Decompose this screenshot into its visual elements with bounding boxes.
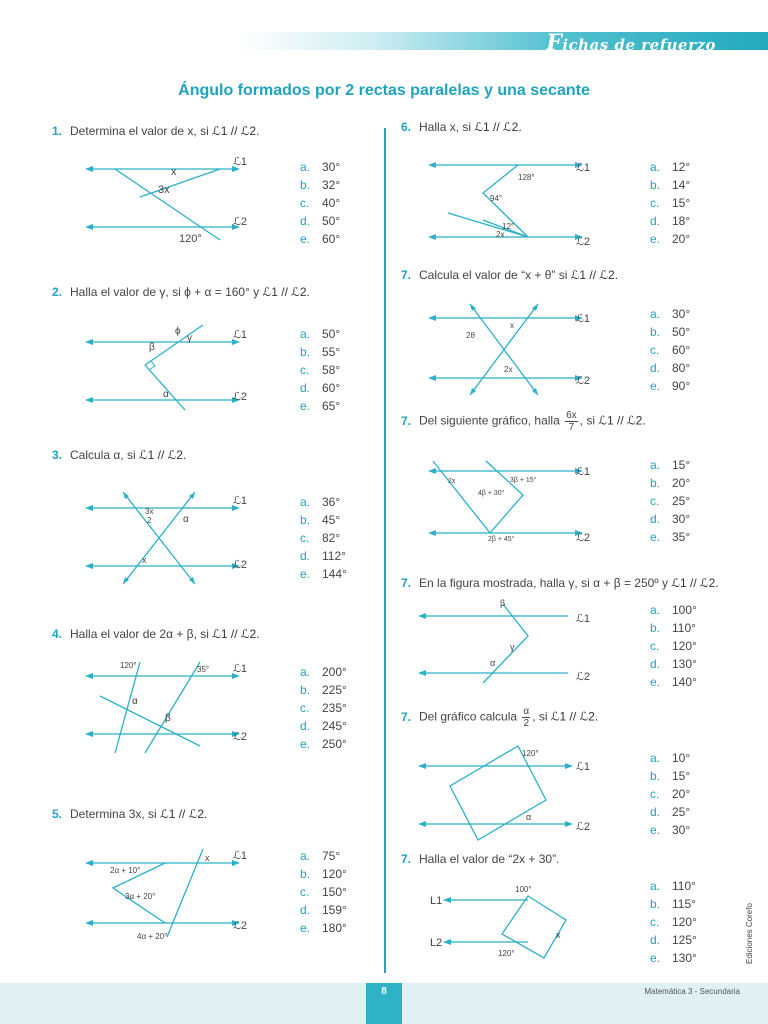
figure <box>428 155 608 255</box>
line-label-l2: ℒ2 <box>576 671 591 683</box>
answer-options <box>300 493 347 583</box>
figure <box>85 320 265 410</box>
option[interactable]: d. 112° <box>300 549 346 563</box>
figure <box>428 300 608 400</box>
angle-label: 128° <box>518 173 535 182</box>
angle-label: γ <box>187 333 192 344</box>
figure <box>85 488 265 588</box>
angle-label: x <box>510 321 514 330</box>
option[interactable]: b. 50° <box>650 325 691 339</box>
option[interactable]: e. 30° <box>650 823 691 837</box>
course-label: Matemática 3 - Secundaria <box>644 987 740 996</box>
angle-label: 120° <box>120 661 137 670</box>
option[interactable]: e. 65° <box>300 399 341 413</box>
answer-options <box>300 663 347 753</box>
angle-label: 94° <box>490 194 503 203</box>
angle-label: 2θ <box>466 331 475 340</box>
angle-label: 2β + 45° <box>488 536 515 543</box>
option[interactable]: b. 55° <box>300 345 341 359</box>
option[interactable]: c. 60° <box>650 343 691 357</box>
angle-label: x <box>205 853 210 863</box>
answer-options <box>650 877 697 967</box>
line-label-l2: ℒ2 <box>576 821 591 833</box>
angle-label: α <box>132 696 138 707</box>
problem-statement: 2. Halla el valor de γ, si ϕ + α = 160° y ℒ1 // ℒ2. <box>52 285 310 299</box>
problem-statement: 7. Calcula el valor de “x + θ” si ℒ1 // ℒ2. <box>401 268 619 282</box>
publisher-credit: Ediciones Corefo <box>745 903 754 964</box>
angle-label: 3β + 15° <box>510 477 537 484</box>
line-label-l1: ℒ1 <box>233 663 248 675</box>
problem-statement: 7. Del gráfico calcula $\frac{\alpha}{2}$ , si ℒ1 // ℒ2. <box>401 706 599 729</box>
option[interactable]: d. 25° <box>650 805 691 819</box>
line-label-l1: ℒ1 <box>576 162 591 174</box>
line-label-l2: ℒ2 <box>233 559 248 571</box>
option[interactable]: e. 250° <box>300 737 347 751</box>
option[interactable]: a. 12° <box>650 160 691 174</box>
option[interactable]: a. 30° <box>650 307 691 321</box>
line-label-l2: ℒ2 <box>233 731 248 743</box>
angle-label: α <box>526 812 532 822</box>
option[interactable]: b. 15° <box>650 769 691 783</box>
option[interactable]: c. 82° <box>300 531 341 545</box>
option[interactable]: c. 150° <box>300 885 347 899</box>
figure <box>85 155 265 255</box>
answer-options <box>650 456 690 546</box>
answer-options <box>650 749 690 839</box>
angle-label: 2x <box>496 230 505 239</box>
line-label-l2: ℒ2 <box>576 375 591 387</box>
angle-label: 3x <box>145 507 154 516</box>
option[interactable]: b. 14° <box>650 178 691 192</box>
option[interactable]: b. 225° <box>300 683 347 697</box>
angle-label: 35° <box>197 665 210 674</box>
angle-label: α <box>163 389 169 400</box>
line-label-l1: ℒ1 <box>576 313 591 325</box>
option[interactable]: a. 30° <box>300 160 341 174</box>
fraction: $\frac{6x}{7}$ <box>566 410 577 433</box>
answer-options <box>300 158 340 248</box>
line-label: L2 <box>430 937 443 949</box>
option[interactable]: d. 30° <box>650 512 691 526</box>
angle-label: 12° <box>502 222 515 231</box>
option[interactable]: e. 90° <box>650 379 691 393</box>
option[interactable]: a. 36° <box>300 495 341 509</box>
angle-label: 4β + 30° <box>478 490 505 497</box>
angle-label: β <box>500 598 506 608</box>
line-label-l2: ℒ2 <box>576 532 591 544</box>
option[interactable]: a. 200° <box>300 665 347 679</box>
angle-label: x <box>171 166 177 178</box>
angle-label: β <box>165 713 171 724</box>
angle-label: 2x <box>504 365 513 374</box>
option[interactable]: b. 110° <box>650 621 696 635</box>
header-title: Fichas de refuerzo <box>546 30 716 56</box>
page-title: Ángulo formados por 2 rectas paralelas y una secante <box>178 82 590 99</box>
line-label-l2: ℒ2 <box>233 920 248 932</box>
page-number: 8 <box>366 983 402 1024</box>
option[interactable]: a. 15° <box>650 458 691 472</box>
line-label-l1: ℒ1 <box>233 329 248 341</box>
answer-options <box>650 158 690 248</box>
angle-label: γ <box>510 642 515 652</box>
answer-options <box>300 847 347 937</box>
option[interactable]: c. 25° <box>650 494 691 508</box>
option[interactable]: b. 45° <box>300 513 341 527</box>
option[interactable]: d. 125° <box>650 933 697 947</box>
line-label-l1: ℒ1 <box>576 761 591 773</box>
angle-label: β <box>149 342 155 353</box>
problem-statement: 7. En la figura mostrada, halla γ, si α + β = 250º y ℒ1 // ℒ2. <box>401 576 719 590</box>
option[interactable]: d. 245° <box>300 719 347 733</box>
option[interactable]: a. 100° <box>650 603 697 617</box>
angle-label: 3x <box>158 184 170 196</box>
angle-label: ϕ <box>175 326 181 337</box>
angle-label: α <box>490 658 496 668</box>
option[interactable]: c. 20° <box>650 787 691 801</box>
option[interactable]: e. 180° <box>300 921 347 935</box>
column-divider <box>384 128 386 973</box>
line-label-l2: ℒ2 <box>233 216 248 228</box>
line-label-l1: ℒ1 <box>576 613 591 625</box>
option[interactable]: c. 120° <box>650 639 697 653</box>
answer-options <box>650 601 697 691</box>
fraction: $\frac{\alpha}{2}$ <box>523 706 530 729</box>
option[interactable]: c. 58° <box>300 363 341 377</box>
angle-label: 3α + 20° <box>125 892 156 901</box>
line-label-l1: ℒ1 <box>233 495 248 507</box>
option[interactable]: c. 15° <box>650 196 691 210</box>
problem-statement: 3. Calcula α, si ℒ1 // ℒ2. <box>52 448 187 462</box>
option[interactable]: d. 80° <box>650 361 691 375</box>
answer-options <box>650 305 690 395</box>
option[interactable]: b. 120° <box>300 867 347 881</box>
option[interactable]: e. 144° <box>300 567 347 581</box>
option[interactable]: d. 130° <box>650 657 697 671</box>
option[interactable]: d. 60° <box>300 381 341 395</box>
angle-label: 120° <box>498 949 515 958</box>
angle-label: 120° <box>522 749 539 758</box>
line-label-l1: ℒ1 <box>233 156 248 168</box>
angle-label: x <box>556 930 561 940</box>
problem-statement: 7. Halla el valor de “2x + 30”. <box>401 852 560 866</box>
option[interactable]: b. 115° <box>650 897 696 911</box>
line-label: L1 <box>430 895 443 907</box>
option[interactable]: a. 10° <box>650 751 691 765</box>
option[interactable]: e. 140° <box>650 675 697 689</box>
problem-statement: 7. Del siguiente gráfico, halla $\frac{6x}{7}$ , si ℒ1 // ℒ2. <box>401 410 646 433</box>
option[interactable]: e. 130° <box>650 951 697 965</box>
angle-label: 2x <box>448 478 456 485</box>
option[interactable]: d. 159° <box>300 903 347 917</box>
figure <box>418 742 598 842</box>
option[interactable]: e. 35° <box>650 530 691 544</box>
option[interactable]: e. 20° <box>650 232 691 246</box>
problem-statement: 1. Determina el valor de x, si ℒ1 // ℒ2. <box>52 124 260 138</box>
option[interactable]: b. 20° <box>650 476 691 490</box>
option[interactable]: c. 235° <box>300 701 347 715</box>
angle-label: x <box>142 555 147 565</box>
line-label-l1: ℒ1 <box>233 850 248 862</box>
figure <box>85 658 265 758</box>
angle-label: 2α + 10° <box>110 866 141 875</box>
figure <box>418 598 598 688</box>
option[interactable]: d. 18° <box>650 214 691 228</box>
angle-label: 2 <box>147 516 152 525</box>
answer-options <box>300 325 340 415</box>
option[interactable]: a. 110° <box>650 879 696 893</box>
figure <box>428 455 608 555</box>
problem-statement: 6. Halla x, si ℒ1 // ℒ2. <box>401 120 522 134</box>
option[interactable]: d. 50° <box>300 214 341 228</box>
option[interactable]: c. 40° <box>300 196 341 210</box>
line-label-l2: ℒ2 <box>576 236 591 248</box>
figure <box>428 878 608 968</box>
angle-label: 100° <box>515 885 532 894</box>
option[interactable]: c. 120° <box>650 915 697 929</box>
option[interactable]: a. 75° <box>300 849 341 863</box>
angle-label: 120° <box>179 233 202 245</box>
figure <box>85 845 265 945</box>
option[interactable]: e. 60° <box>300 232 341 246</box>
problem-statement: 4. Halla el valor de 2α + β, si ℒ1 // ℒ2. <box>52 627 260 641</box>
line-label-l1: ℒ1 <box>576 466 591 478</box>
line-label-l2: ℒ2 <box>233 391 248 403</box>
angle-label: 4α + 20° <box>137 932 168 941</box>
problem-statement: 5. Determina 3x, si ℒ1 // ℒ2. <box>52 807 208 821</box>
option[interactable]: b. 32° <box>300 178 341 192</box>
option[interactable]: a. 50° <box>300 327 341 341</box>
angle-label: α <box>183 514 189 525</box>
